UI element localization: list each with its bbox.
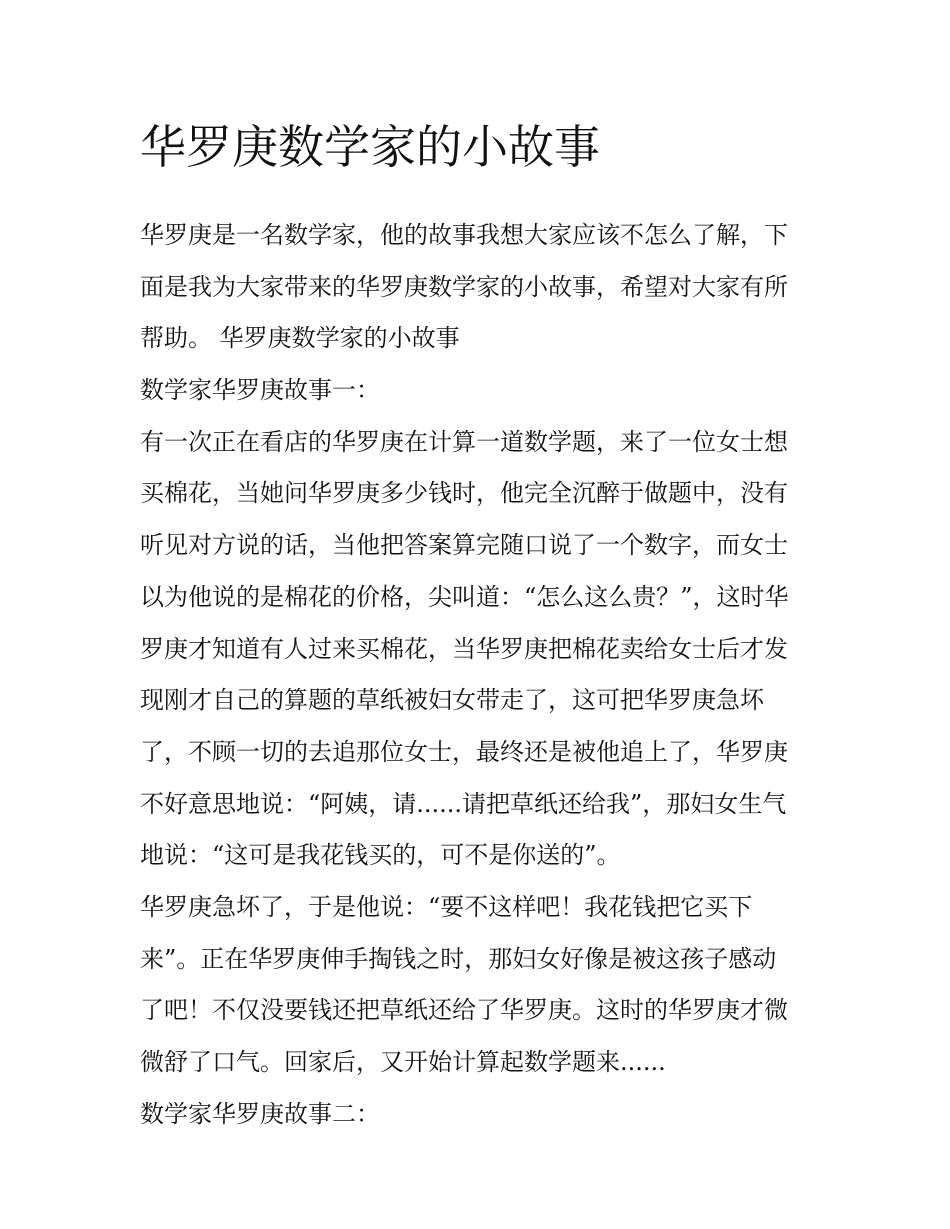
- body-line-5: 有一次正在看店的华罗庚在计算一道数学题，来了一位女士想: [140, 427, 788, 456]
- body-line-2: 面是我为大家带来的华罗庚数学家的小故事，希望对大家有所: [140, 272, 788, 301]
- section-heading-story-two: 数学家华罗庚故事二：: [140, 1099, 380, 1128]
- body-line-12: 不好意思地说：“阿姨，请......请把草纸还给我”，那妇女生气: [140, 789, 787, 818]
- body-line-14: 华罗庚急坏了，于是他说：“要不这样吧！我花钱把它买下: [140, 892, 753, 921]
- body-line-3: 帮助。 华罗庚数学家的小故事: [140, 324, 460, 353]
- body-line-15: 来”。正在华罗庚伸手掏钱之时，那妇女好像是被这孩子感动: [140, 944, 777, 973]
- body-line-8: 以为他说的是棉花的价格，尖叫道：“怎么这么贵？”，这时华: [140, 582, 789, 611]
- body-line-16: 了吧！不仅没要钱还把草纸还给了华罗庚。这时的华罗庚才微: [140, 996, 788, 1025]
- body-line-9: 罗庚才知道有人过来买棉花，当华罗庚把棉花卖给女士后才发: [140, 634, 788, 663]
- body-line-7: 听见对方说的话，当他把答案算完随口说了一个数字，而女士: [140, 531, 788, 560]
- body-line-11: 了，不顾一切的去追那位女士，最终还是被他追上了，华罗庚: [140, 737, 788, 766]
- document-title: 华罗庚数学家的小故事: [140, 120, 600, 174]
- section-heading-story-one: 数学家华罗庚故事一：: [140, 376, 380, 405]
- document-body: [140, 210, 820, 1140]
- document-page: [140, 116, 820, 1140]
- body-line-17: 微舒了口气。回家后，又开始计算起数学题来......: [140, 1048, 666, 1076]
- body-line-13: 地说：“这可是我花钱买的，可不是你送的”。: [140, 841, 621, 870]
- body-line-1: 华罗庚是一名数学家，他的故事我想大家应该不怎么了解，下: [140, 221, 788, 249]
- body-line-6: 买棉花，当她问华罗庚多少钱时，他完全沉醉于做题中，没有: [140, 479, 788, 508]
- body-line-10: 现刚才自己的算题的草纸被妇女带走了，这可把华罗庚急坏: [140, 686, 764, 715]
